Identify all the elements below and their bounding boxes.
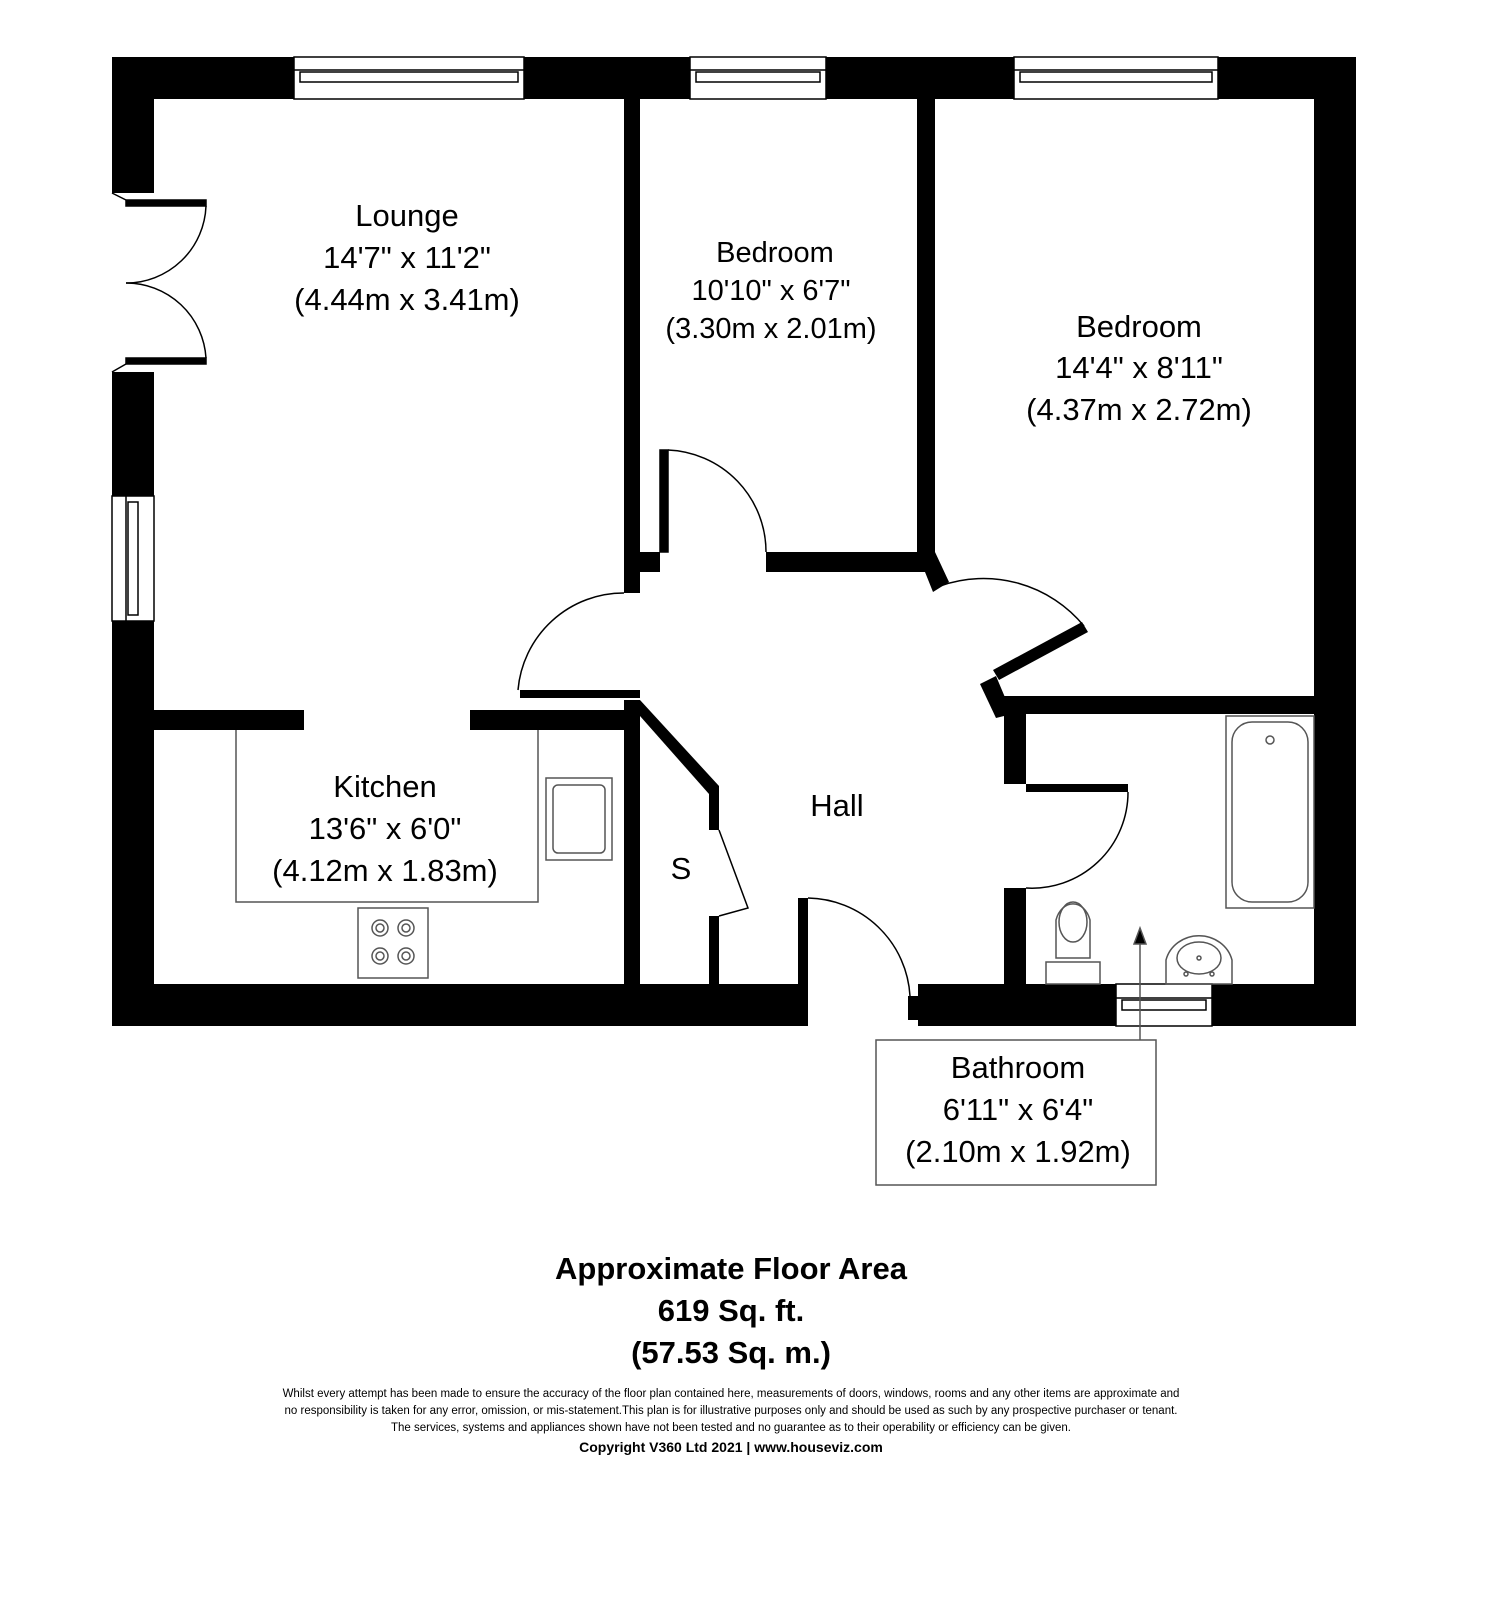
door-lounge <box>518 593 624 690</box>
bedroom-large-name: Bedroom <box>1076 309 1202 344</box>
doors <box>112 193 1128 996</box>
window-bedroom-small <box>690 57 826 99</box>
floor-area-sqm: (57.53 Sq. m.) <box>631 1335 831 1370</box>
copyright: Copyright V360 Ltd 2021 | www.houseviz.com <box>579 1439 883 1455</box>
bedroom-large-imperial: 14'4" x 8'11" <box>1055 350 1223 385</box>
window-bathroom <box>1116 984 1212 1026</box>
door-entrance <box>808 898 910 996</box>
bedroom-small-metric: (3.30m x 2.01m) <box>665 313 877 345</box>
bathroom-metric: (2.10m x 1.92m) <box>905 1134 1131 1169</box>
toilet-icon <box>1046 902 1100 984</box>
window-lounge-side <box>112 496 154 621</box>
kitchen-name: Kitchen <box>333 769 437 804</box>
door-bathroom <box>1026 792 1128 888</box>
bedroom-small-name: Bedroom <box>716 237 834 269</box>
bathroom-name: Bathroom <box>950 1050 1086 1085</box>
floor-area-heading: Approximate Floor Area <box>555 1251 907 1286</box>
window-bedroom-large <box>1014 57 1218 99</box>
washbasin-icon <box>1166 936 1232 984</box>
hob-icon <box>358 908 428 978</box>
disclaimer-line-1: Whilst every attempt has been made to ensure the accuracy of the floor plan contained here, measurements of doors, windows, rooms and any other items are approximate and <box>282 1388 1180 1400</box>
bathtub-icon <box>1226 716 1314 908</box>
kitchen-imperial: 13'6" x 6'0" <box>308 811 462 846</box>
bedroom-large-metric: (4.37m x 2.72m) <box>1026 392 1252 427</box>
storage-name: S <box>670 851 692 886</box>
window-lounge <box>294 57 524 99</box>
door-bedroom-small <box>660 450 766 552</box>
bedroom-small-imperial: 10'10" x 6'7" <box>691 275 851 307</box>
bathroom-imperial: 6'11" x 6'4" <box>942 1092 1094 1127</box>
lounge-metric: (4.44m x 3.41m) <box>294 282 520 317</box>
sink-icon <box>546 778 612 860</box>
disclaimer-line-3: The services, systems and appliances shown have not been tested and no guarantee as to their operability or efficiency can be given. <box>391 1422 1071 1434</box>
disclaimer-line-2: no responsibility is taken for any error, omission, or mis-statement.This plan is for illustrative purposes only and should be used as such by any prospective purchaser or tenant. <box>284 1405 1178 1417</box>
lounge-imperial: 14'7" x 11'2" <box>323 240 491 275</box>
kitchen-metric: (4.12m x 1.83m) <box>272 853 498 888</box>
floor-area-sqft: 619 Sq. ft. <box>657 1293 805 1328</box>
door-storage <box>719 830 748 916</box>
door-french-lounge <box>112 193 206 372</box>
hall-name: Hall <box>810 788 864 823</box>
door-bedroom-large <box>940 578 1084 626</box>
lounge-name: Lounge <box>355 198 459 233</box>
